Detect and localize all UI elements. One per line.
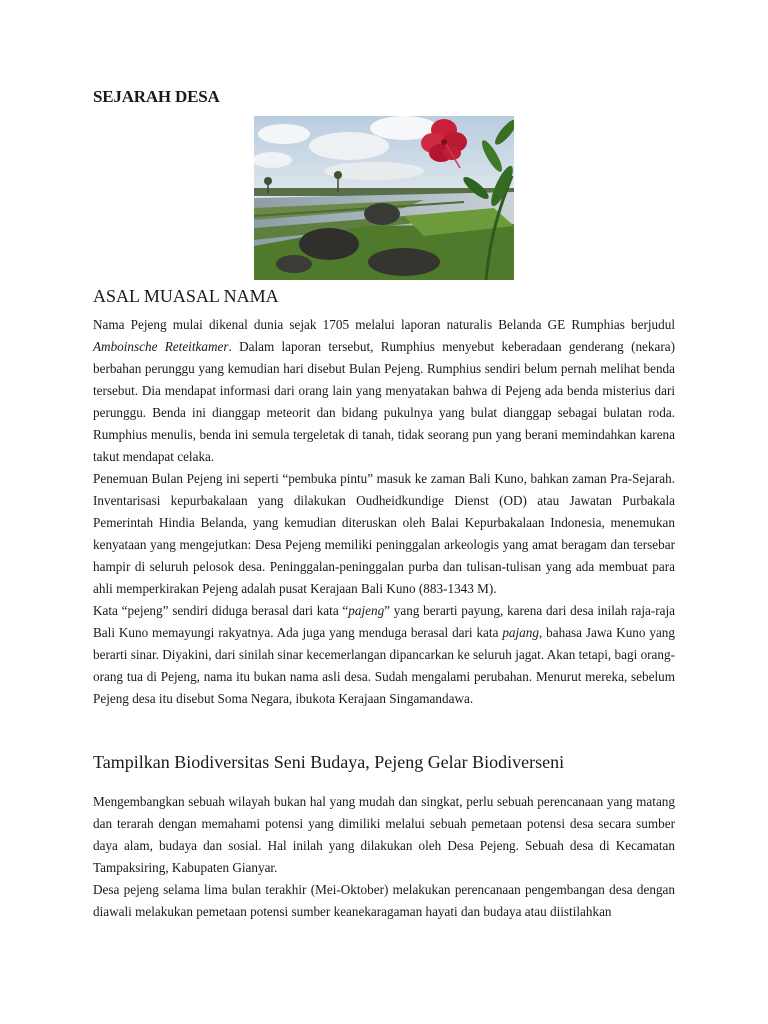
rice-field-photo [254, 116, 514, 280]
paragraph-4: Mengembangkan sebuah wilayah bukan hal yang mudah dan singkat, perlu sebuah perencanaan yang matang dan terarah dengan memahami potensi yang dimiliki melalui sebuah pemetaan potensi desa secara sumber daya alam, budaya dan sosial. Hal inilah yang dilakukan oleh Desa Pejeng. Sebuah desa di Kecamatan Tampaksiring, Kabupaten Gianyar. [93, 794, 675, 875]
page-title: SEJARAH DESA [93, 87, 220, 106]
paragraph-1-text-a: Nama Pejeng mulai dikenal dunia sejak 1705 melalui laporan naturalis Belanda GE Rumphias berjudul [93, 317, 675, 332]
section-body-biodiverseni [93, 791, 675, 923]
paragraph-3-text-a: Kata “pejeng” sendiri diduga berasal dari kata “ [93, 603, 349, 618]
rice-field-image [254, 116, 514, 280]
paragraph-1-text-b: . Dalam laporan tersebut, Rumphius menyebut keberadaan genderang (nekara) berbahan perunggu yang kemudian hari disebut Bulan Pejeng. Rumphius sendiri belum pernah melihat benda tersebut. Dia mendapat informasi dari orang lain yang menyatakan bahwa di Pejeng ada benda misterius dari perunggu. Benda ini dianggap meteorit dan bidang pukulnya yang bulat dianggap sebagai bulatan roda. Rumphius menulis, benda ini semula tergeletak di tanah, tidak seorang pun yang berani memindahkan karena takut mendapat celaka. [93, 339, 675, 464]
paragraph-3-term-pajang: pajang [502, 625, 539, 640]
section-title-biodiverseni: Tampilkan Biodiversitas Seni Budaya, Pejeng Gelar Biodiverseni [93, 752, 565, 772]
section-title-asal-muasal: ASAL MUASAL NAMA [93, 286, 279, 306]
paragraph-1-title: Amboinsche Reteitkamer [93, 339, 229, 354]
section-body-asal-muasal [93, 314, 675, 710]
paragraph-5: Desa pejeng selama lima bulan terakhir (Mei-Oktober) melakukan perencanaan pengembangan desa dengan diawali melakukan pemetaan potensi sumber keanekaragaman hayati dan budaya atau diistilahkan [93, 882, 675, 919]
paragraph-3-text-c: , bahasa Jawa Kuno yang berarti sinar. Diyakini, dari sinilah sinar kecemerlangan dipancarkan ke seluruh jagat. Akan tetapi, bagi orang-orang tua di Pejeng, nama itu bukan nama asli desa. Sudah mengalami perubahan. Menurut mereka, sebelum Pejeng desa itu disebut Soma Negara, ibukota Kerajaan Singamandawa. [93, 625, 675, 706]
paragraph-1 [93, 314, 675, 468]
paragraph-3-term-pajeng: pajeng [348, 603, 385, 618]
paragraph-3 [93, 600, 675, 710]
paragraph-2: Penemuan Bulan Pejeng ini seperti “pembuka pintu” masuk ke zaman Bali Kuno, bahkan zaman Pra-Sejarah. Inventarisasi kepurbakalaan yang dilakukan Oudheidkundige Dienst (OD) atau Jawatan Purbakala Pemerintah Hindia Belanda, yang kemudian diteruskan oleh Balai Kepurbakalaan Indonesia, menemukan kenyataan yang mengejutkan: Desa Pejeng memiliki peninggalan arkeologis yang amat beragam dan tersebar hampir di seluruh pelosok desa. Peninggalan-peninggalan purba dan tulisan-tulisan yang ada membuat para ahli memperkirakan Pejeng adalah pusat Kerajaan Bali Kuno (883-1343 M). [93, 471, 675, 596]
paragraph-3-text-b: ” yang berarti payung, karena dari desa inilah raja-raja Bali Kuno memayungi rakyatnya. Ada juga yang menduga berasal dari kata [93, 603, 675, 640]
